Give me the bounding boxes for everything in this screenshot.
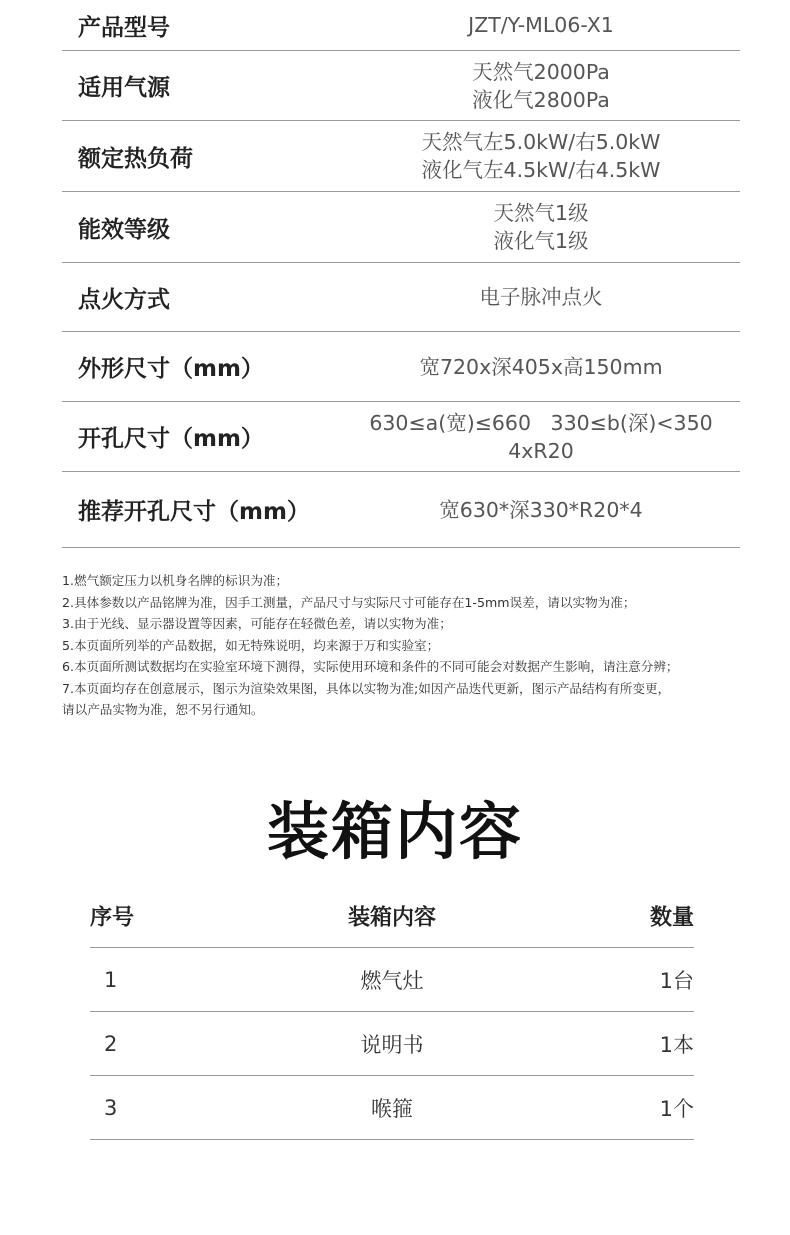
note-line: 7.本页面均存在创意展示，图示为渲染效果图，具体以实物为准;如因产品迭代更新，图示产品结构有所变更， — [62, 680, 671, 696]
table-row — [90, 1012, 694, 1076]
spec-value-line: 宽630*深330*R20*4 — [439, 497, 643, 522]
spec-label: 能效等级 — [78, 216, 170, 243]
row-qty: 1个 — [659, 1096, 694, 1121]
note-line: 6.本页面所测试数据均在实验室环境下测得，实际使用环境和条件的不同可能会对数据产生影响，请注意分辨； — [62, 659, 679, 674]
spec-value-line: 电子脉冲点火 — [479, 285, 603, 309]
spec-value — [362, 496, 740, 524]
spec-value-line: 天然气2000Pa — [472, 59, 610, 84]
spec-table — [62, 0, 740, 548]
note-line: 3.由于光线、显示器设置等因素，可能存在轻微色差，请以实物为准； — [62, 616, 452, 631]
spec-row-ignition — [62, 263, 740, 332]
packing-table — [90, 884, 694, 1140]
spec-value-line: 宽720x深405x高150mm — [419, 354, 663, 379]
spec-value-line: 液化气2800Pa — [472, 87, 610, 112]
spec-value-line: 天然气1级 — [493, 201, 589, 225]
row-name: 说明书 — [360, 1032, 424, 1057]
spec-value-line: JZT/Y-ML06-X1 — [468, 13, 614, 37]
spec-value — [362, 11, 740, 39]
spec-row-recommended-cutout — [62, 472, 740, 548]
spec-value-line: 4xR20 — [508, 438, 574, 463]
note-line: 1.燃气额定压力以机身名牌的标识为准； — [62, 573, 289, 588]
note-line: 2.具体参数以产品铭牌为准，因手工测量，产品尺寸与实际尺寸可能存在1-5mm误差，请以实物为准； — [62, 594, 636, 610]
spec-value — [362, 58, 740, 114]
row-no: 3 — [104, 1095, 118, 1120]
table-row — [90, 948, 694, 1012]
spec-row-heat-load — [62, 121, 740, 192]
spec-label: 推荐开孔尺寸（mm） — [78, 499, 310, 525]
spec-value — [362, 283, 740, 311]
spec-row-cutout — [62, 402, 740, 472]
note-line: 请以产品实物为准，恕不另行通知。 — [62, 702, 264, 717]
header-no: 序号 — [90, 905, 135, 930]
spec-label: 产品型号 — [78, 14, 170, 41]
spec-label: 额定热负荷 — [78, 145, 193, 172]
row-qty: 1本 — [659, 1032, 694, 1057]
header-name: 装箱内容 — [347, 905, 437, 930]
header-qty: 数量 — [649, 905, 694, 930]
packing-title: 装箱内容 — [266, 795, 523, 868]
spec-label: 适用气源 — [78, 75, 170, 101]
row-name: 燃气灶 — [360, 968, 424, 993]
spec-value-line: 液化气左4.5kW/右4.5kW — [421, 158, 661, 182]
row-name: 喉箍 — [371, 1096, 413, 1121]
spec-row-dimensions — [62, 332, 740, 402]
spec-row-gas-source — [62, 51, 740, 121]
spec-value — [362, 199, 740, 255]
spec-value — [362, 353, 740, 381]
spec-label: 点火方式 — [78, 286, 170, 313]
note-line: 5.本页面所列举的产品数据，如无特殊说明，均来源于万和实验室； — [62, 637, 440, 653]
spec-value-line: 天然气左5.0kW/右5.0kW — [421, 130, 661, 154]
spec-value — [362, 409, 740, 465]
row-no: 2 — [104, 1031, 118, 1056]
row-qty: 1台 — [659, 968, 694, 993]
spec-value-line: 630≤a(宽)≤660 330≤b(深)<350 — [369, 410, 713, 435]
table-row — [90, 1076, 694, 1140]
spec-label: 开孔尺寸（mm） — [78, 426, 264, 452]
spec-value-line: 液化气1级 — [493, 229, 589, 253]
spec-value — [362, 128, 740, 184]
packing-header-row — [90, 884, 694, 948]
spec-row-efficiency — [62, 192, 740, 263]
spec-label: 外形尺寸（mm） — [78, 356, 264, 382]
spec-row-model — [62, 0, 740, 51]
row-no: 1 — [104, 967, 118, 992]
notes — [62, 570, 782, 721]
